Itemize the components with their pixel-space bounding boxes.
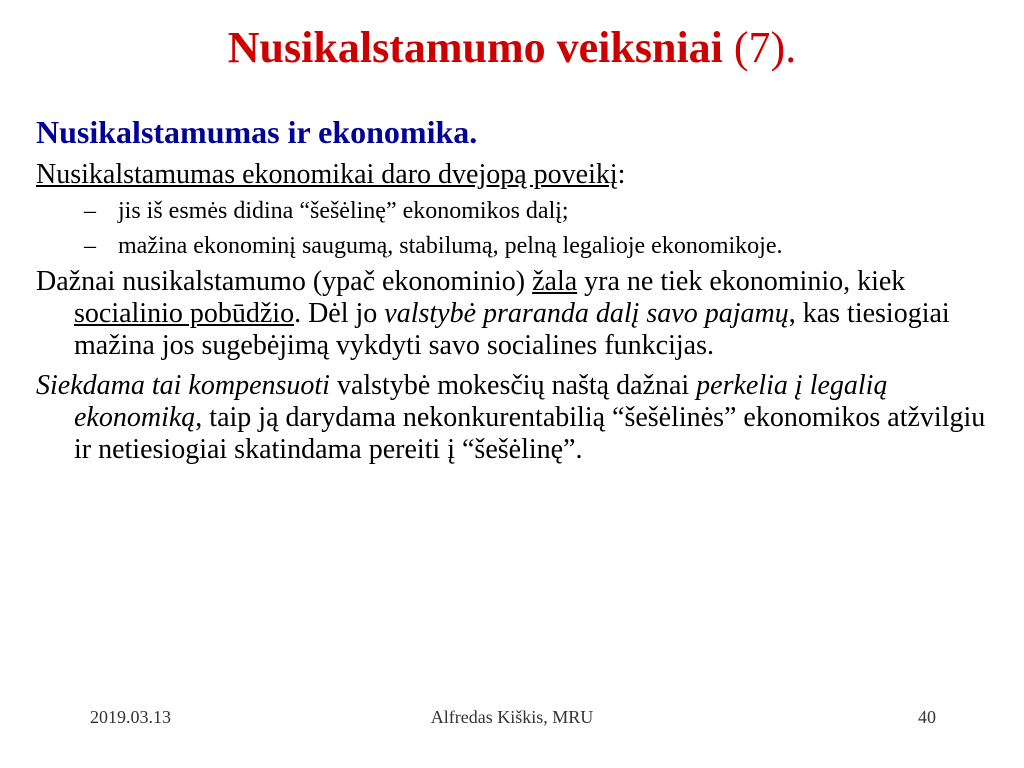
slide-title-number: (7). — [722, 23, 797, 72]
para1-italic: valstybė praranda dalį savo pajamų — [384, 298, 789, 329]
para1-underlined: žala — [532, 266, 578, 297]
para2-italic: Siekdama tai kompensuoti — [36, 370, 330, 401]
bullet-item — [36, 196, 996, 226]
intro-line — [36, 158, 996, 192]
footer-date: 2019.03.13 — [90, 707, 171, 727]
intro-text: Nusikalstamumas ekonomikai daro dvejopą poveikį — [36, 159, 618, 190]
bullet-dash: – — [84, 233, 96, 259]
slide-title-main: Nusikalstamumo veiksniai — [227, 23, 723, 72]
slide-content — [36, 112, 996, 474]
para1-underlined: socialinio pobūdžio — [74, 298, 295, 329]
para2-italic: perkelia į legalią ekonomiką — [74, 370, 888, 433]
para1-text: yra ne tiek ekonominio, kiek — [577, 266, 906, 297]
para1-text: , kas tiesiogiai mažina jos sugebėjimą vykdyti savo socialines funkcijas. — [74, 298, 950, 361]
para1-text: . Dėl jo — [294, 298, 385, 329]
bullet-item — [36, 231, 996, 261]
section-heading: Nusikalstamumas ir ekonomika. — [36, 114, 478, 150]
paragraph-compensation — [36, 370, 996, 466]
footer-author: Alfredas Kiškis, MRU — [430, 707, 594, 727]
para1-text: Dažnai nusikalstamumo (ypač ekonominio) — [36, 266, 533, 297]
para2-text: , taip ją darydama nekonkurentabilią “šešėlinės” ekonomikos atžvilgiu ir netiesiogiai skatindama pereiti į “šešėlinę”. — [74, 402, 986, 465]
paragraph-damage — [36, 266, 996, 362]
bullet-dash: – — [84, 198, 96, 224]
footer-page-number: 40 — [918, 707, 936, 727]
slide-title — [0, 20, 1024, 76]
intro-colon: : — [617, 159, 626, 190]
bullet-text: jis iš esmės didina “šešėlinę” ekonomikos dalį; — [118, 198, 569, 224]
bullet-text: mažina ekonominį saugumą, stabilumą, pelną legalioje ekonomikoje. — [118, 233, 783, 259]
para2-text: valstybė mokesčių naštą dažnai — [329, 370, 697, 401]
